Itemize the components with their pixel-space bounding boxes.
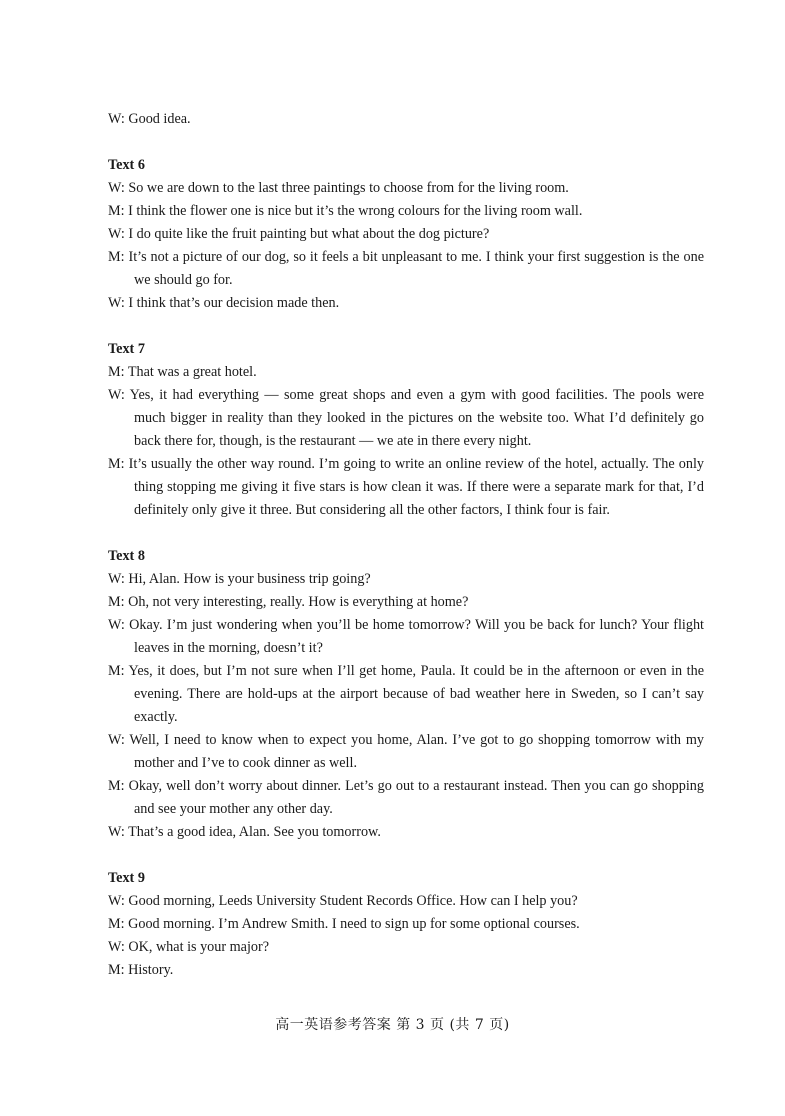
- spacer: [108, 522, 704, 545]
- section-text-9: [108, 867, 704, 982]
- section-text-7: [108, 338, 704, 522]
- dialogue-line: W: Hi, Alan. How is your business trip going?: [108, 571, 371, 587]
- dialogue-line: W: That’s a good idea, Alan. See you tomorrow.: [108, 824, 381, 840]
- dialogue-line: M: It’s not a picture of our dog, so it feels a bit unpleasant to me. I think your first suggestion is the one we should go for.: [108, 249, 704, 288]
- section-title: Text 7: [108, 341, 145, 357]
- dialogue-line: M: It’s usually the other way round. I’m going to write an online review of the hotel, actually. The only thing stopping me giving it five stars is how clean it was. If there were a separate mark for that, I’d definitely only give it three. But considering all the other factors, I think four is fair.: [108, 456, 704, 518]
- dialogue-line: M: History.: [108, 962, 174, 978]
- dialogue-line: W: Well, I need to know when to expect you home, Alan. I’ve got to go shopping tomorrow with my mother and I’ve to cook dinner as well.: [108, 732, 704, 771]
- page-footer: 高一英语参考答案 第 3 页 (共 7 页): [275, 1017, 510, 1033]
- dialogue-line: W: OK, what is your major?: [108, 939, 270, 955]
- dialogue-line: M: Good morning. I’m Andrew Smith. I need to sign up for some optional courses.: [108, 916, 580, 932]
- section-title: Text 9: [108, 870, 145, 886]
- dialogue-line: M: Oh, not very interesting, really. How is everything at home?: [108, 594, 469, 610]
- dialogue-line: M: I think the flower one is nice but it’s the wrong colours for the living room wall.: [108, 203, 583, 219]
- dialogue-line: W: Okay. I’m just wondering when you’ll be home tomorrow? Will you be back for lunch? Your flight leaves in the morning, doesn’t it?: [108, 617, 704, 656]
- intro-line: W: Good idea.: [108, 111, 191, 127]
- section-text-6: [108, 154, 704, 315]
- spacer: [108, 315, 704, 338]
- dialogue-line: W: I do quite like the fruit painting but what about the dog picture?: [108, 226, 490, 242]
- dialogue-line: W: Yes, it had everything — some great shops and even a gym with good facilities. The pools were much bigger in reality than they looked in the pictures on the website too. What I’d definitely go back there for, though, is the restaurant — we ate in there every night.: [108, 387, 704, 449]
- spacer: [108, 844, 704, 867]
- dialogue-line: W: Good morning, Leeds University Student Records Office. How can I help you?: [108, 893, 578, 909]
- dialogue-line: W: So we are down to the last three paintings to choose from for the living room.: [108, 180, 569, 196]
- document-page: [108, 108, 704, 982]
- section-title: Text 8: [108, 548, 145, 564]
- spacer: [108, 131, 704, 154]
- section-title: Text 6: [108, 157, 145, 173]
- section-text-8: [108, 545, 704, 844]
- dialogue-line: M: Yes, it does, but I’m not sure when I’ll get home, Paula. It could be in the afternoon or even in the evening. There are hold-ups at the airport because of bad weather here in Sweden, so I can’t say exactly.: [108, 663, 704, 725]
- dialogue-line: M: That was a great hotel.: [108, 364, 257, 380]
- dialogue-line: M: Okay, well don’t worry about dinner. Let’s go out to a restaurant instead. Then you can go shopping and see your mother any other day.: [108, 778, 704, 817]
- dialogue-line: W: I think that’s our decision made then.: [108, 295, 340, 311]
